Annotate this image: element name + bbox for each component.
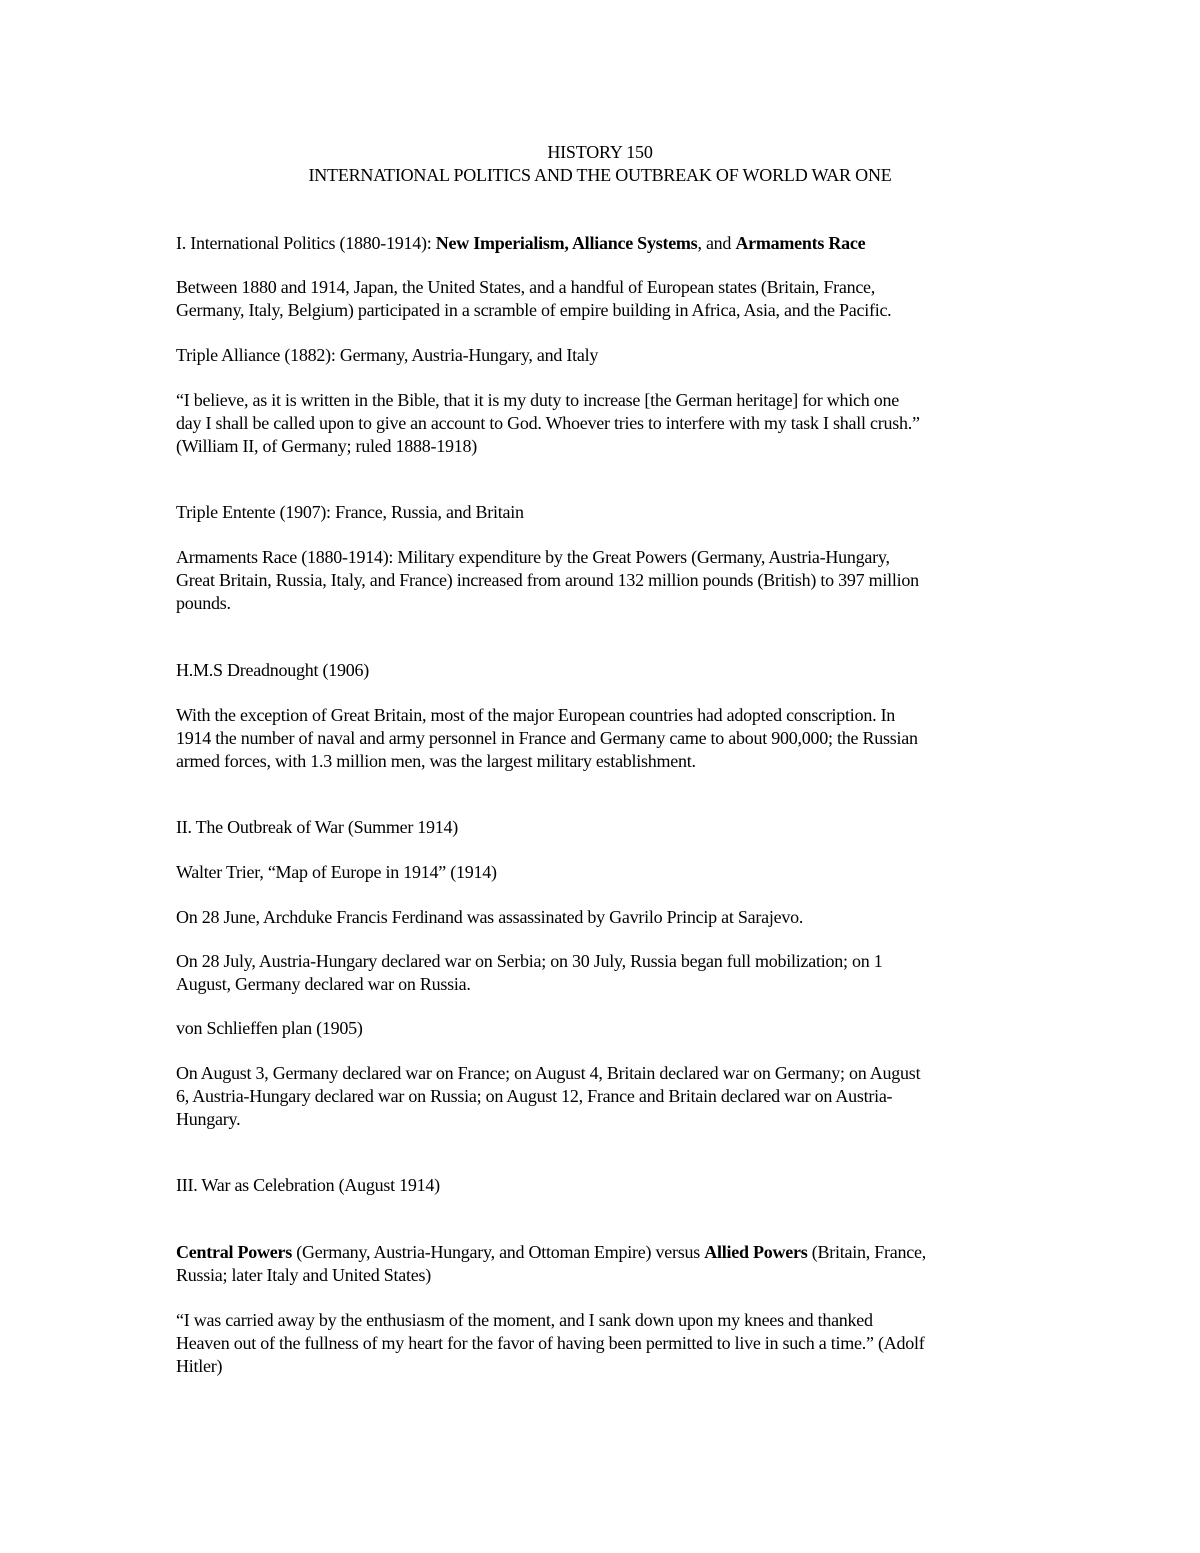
armaments-paragraph: Armaments Race (1880-1914): Military expenditure by the Great Powers (Germany, Austria-Hungary, Great Britain, Russia, Italy, and France) increased from around 132 million pounds (British) to 397 million pounds. — [176, 547, 919, 613]
central-powers-bold: Central Powers — [176, 1242, 292, 1262]
powers-paragraph: Central Powers (Germany, Austria-Hungary, and Ottoman Empire) versus Allied Powers (Britain, France, Russia; later Italy and United States) — [176, 1242, 926, 1285]
trier-paragraph: Walter Trier, “Map of Europe in 1914” (1914) — [176, 862, 497, 882]
hitler-quote-paragraph: “I was carried away by the enthusiasm of the moment, and I sank down upon my knees and thanked Heaven out of the fullness of my heart for the favor of having been permitted to live in such a time.” (Adolf Hitler) — [176, 1310, 925, 1376]
section-1-heading: I. International Politics (1880-1914): New Imperialism, Alliance Systems, and Armaments Race — [176, 233, 866, 253]
heading-bold-imperialism: New Imperialism, Alliance Systems — [435, 233, 698, 253]
section-3-heading: III. War as Celebration (August 1914) — [176, 1175, 440, 1195]
course-title: HISTORY 150 — [547, 142, 653, 162]
heading-bold-armaments: Armaments Race — [735, 233, 866, 253]
imperialism-paragraph: Between 1880 and 1914, Japan, the United States, and a handful of European states (Britain, France, Germany, Italy, Belgium) participated in a scramble of empire building in Africa, Asia, and the Pacific. — [176, 277, 892, 320]
document-title: INTERNATIONAL POLITICS AND THE OUTBREAK OF WORLD WAR ONE — [308, 165, 892, 185]
schlieffen-paragraph: von Schlieffen plan (1905) — [176, 1018, 363, 1038]
section-2-heading: II. The Outbreak of War (Summer 1914) — [176, 817, 459, 837]
conscription-paragraph: With the exception of Great Britain, most of the major European countries had adopted conscription. In 1914 the number of naval and army personnel in France and Germany came to about 900,000; the Russian armed forces, with 1.3 million men, was the largest military establishment. — [176, 705, 918, 771]
june-paragraph: On 28 June, Archduke Francis Ferdinand was assassinated by Gavrilo Princip at Sarajevo. — [176, 907, 804, 927]
triple-entente-paragraph: Triple Entente (1907): France, Russia, and Britain — [176, 502, 524, 522]
william-quote-paragraph: “I believe, as it is written in the Bible, that it is my duty to increase [the German heritage] for which one day I shall be called upon to give an account to God. Whoever tries to interfere with my task I shall crush.” (William II, of Germany; ruled 1888-1918) — [176, 390, 920, 456]
dreadnought-paragraph: H.M.S Dreadnought (1906) — [176, 660, 369, 680]
august-paragraph: On August 3, Germany declared war on France; on August 4, Britain declared war on Germany; on August 6, Austria-Hungary declared war on Russia; on August 12, France and Britain declared war on Austria- Hungary. — [176, 1063, 921, 1129]
triple-alliance-paragraph: Triple Alliance (1882): Germany, Austria-Hungary, and Italy — [176, 345, 599, 365]
july-paragraph: On 28 July, Austria-Hungary declared war on Serbia; on 30 July, Russia began full mobilization; on 1 August, Germany declared war on Russia. — [176, 951, 883, 994]
document-header — [0, 141, 1200, 187]
allied-powers-bold: Allied Powers — [704, 1242, 808, 1262]
